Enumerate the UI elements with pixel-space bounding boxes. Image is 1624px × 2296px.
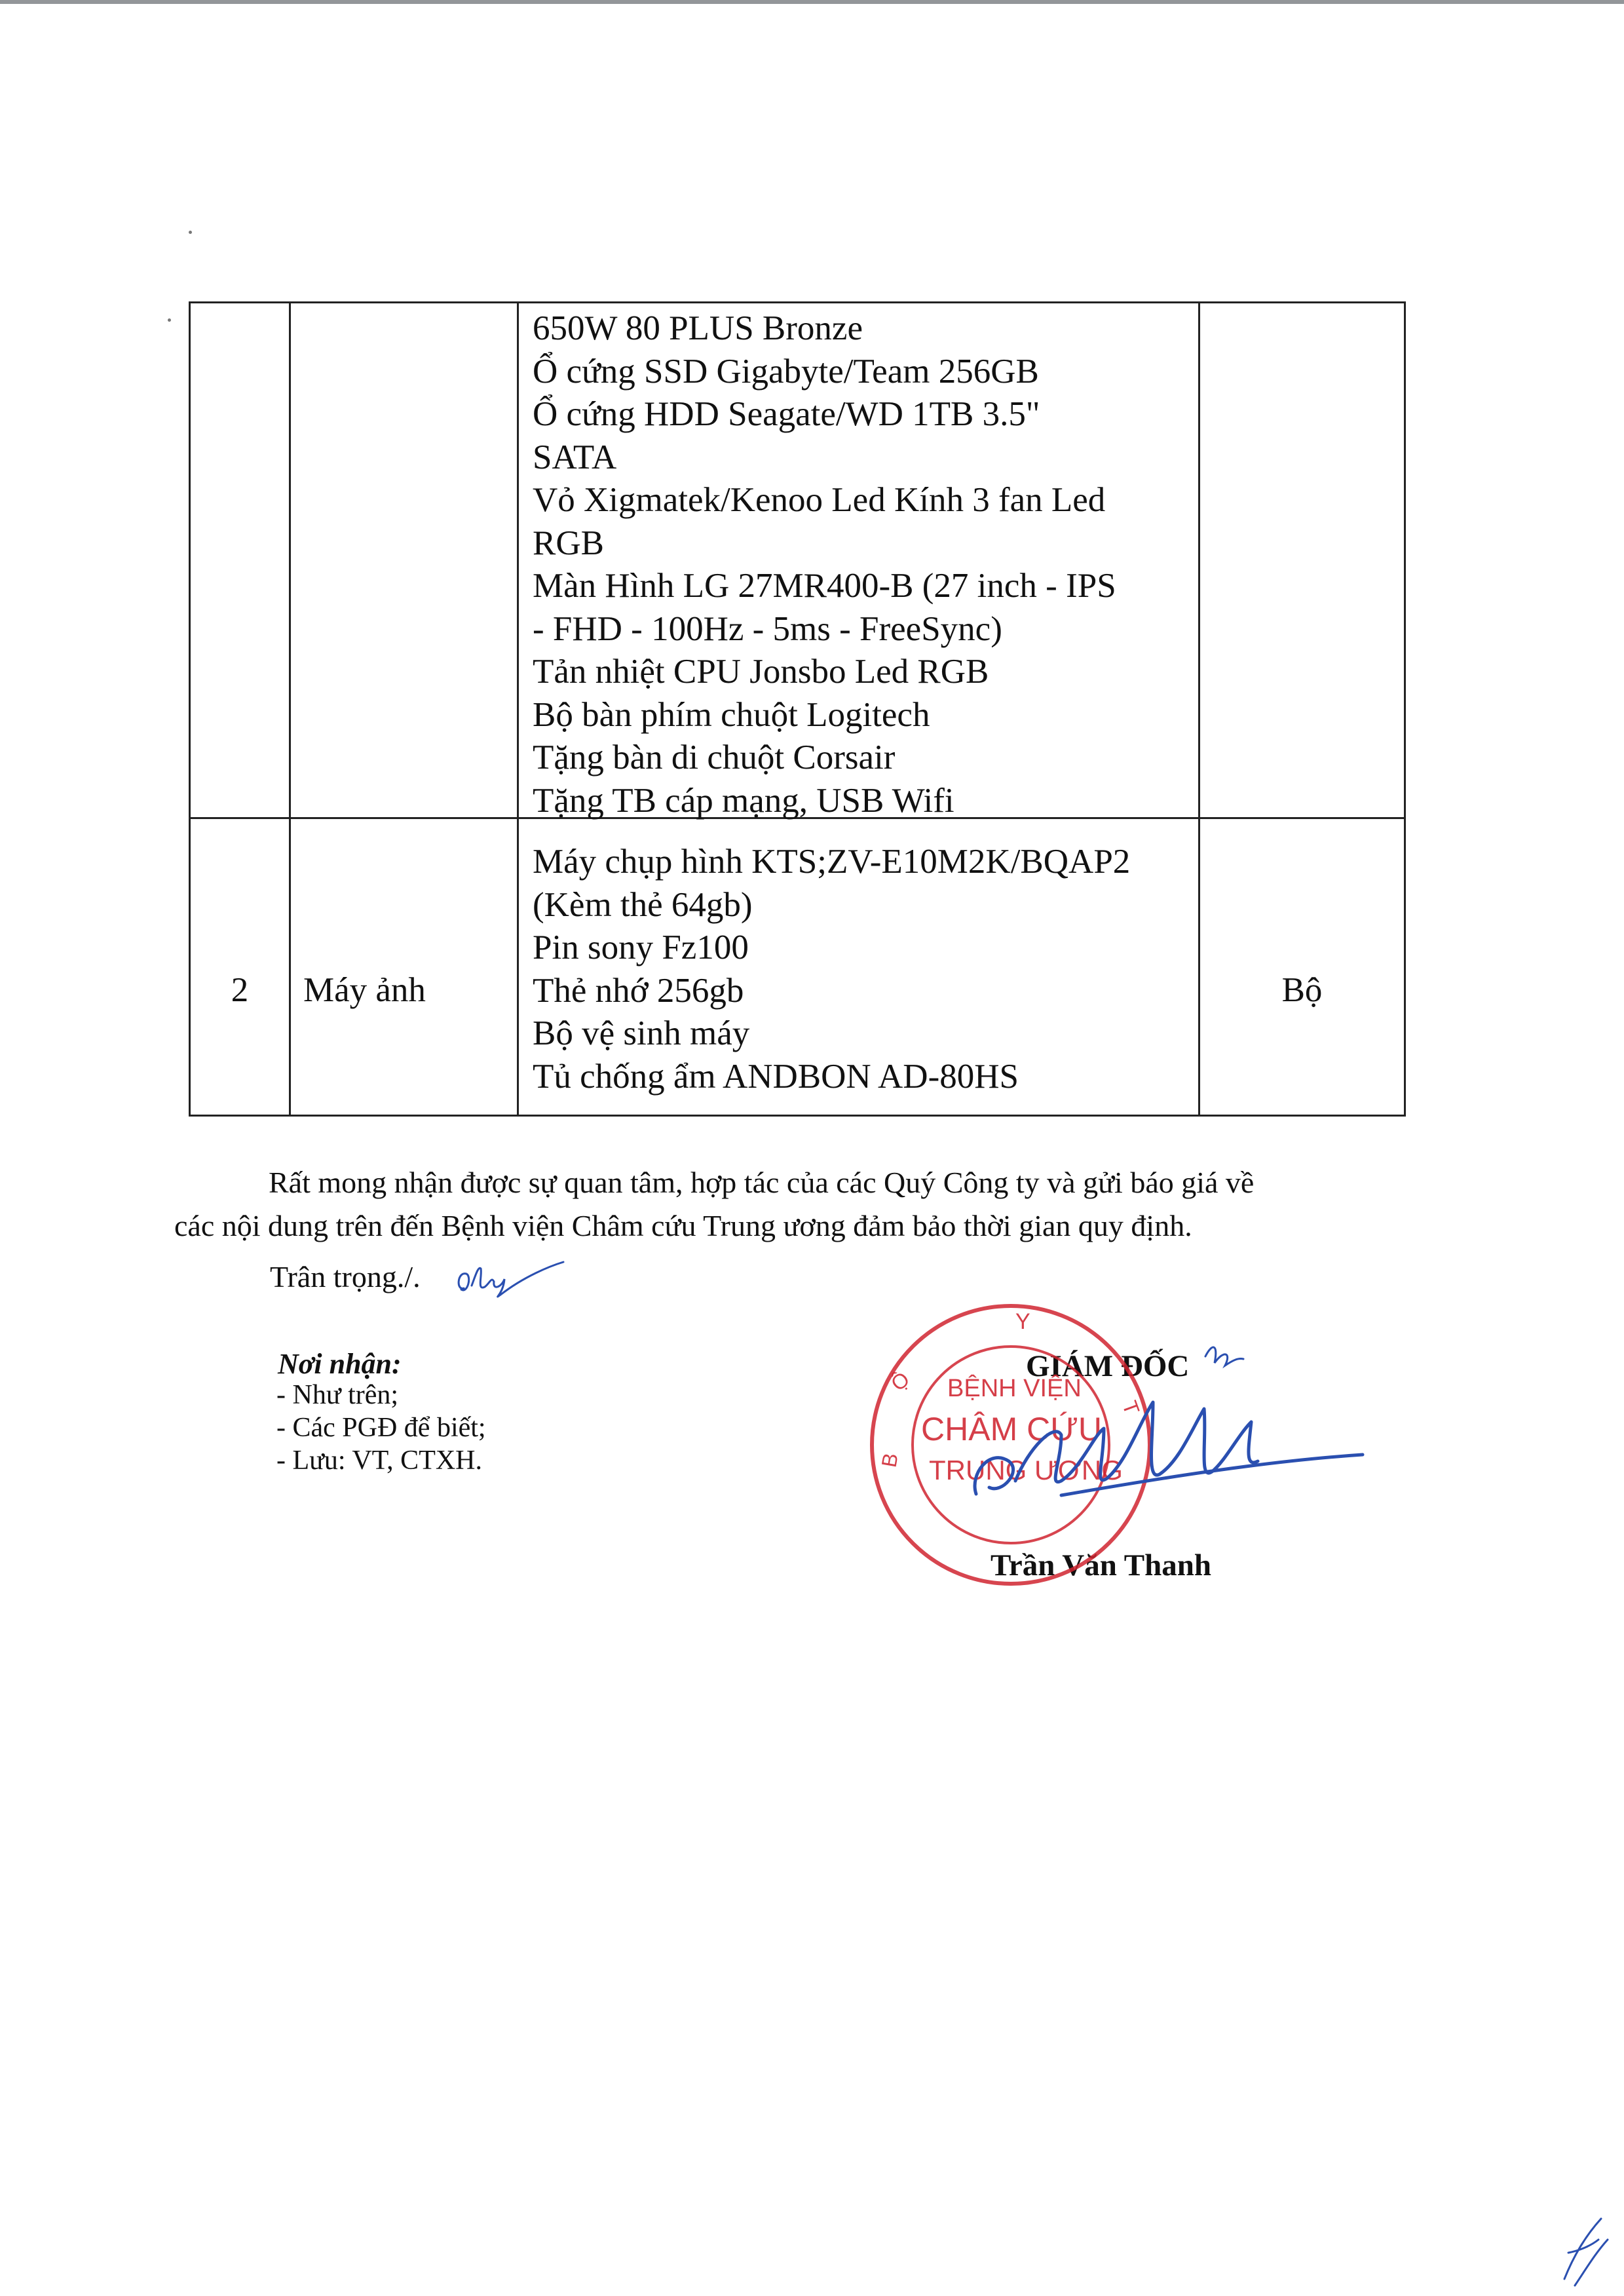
director-signature xyxy=(963,1330,1369,1527)
scan-speck xyxy=(189,231,192,234)
spec-list-row-1 xyxy=(533,307,1188,822)
recipients-title: Nơi nhận: xyxy=(278,1348,402,1380)
signer-title: GIÁM ĐỐC xyxy=(1026,1349,1190,1383)
signer-name: Trần Văn Thanh xyxy=(991,1548,1212,1582)
page-initial-mark xyxy=(1555,2213,1614,2292)
spec-line: Tặng bàn di chuột Corsair xyxy=(533,738,896,776)
stamp-left-letter: Ộ xyxy=(886,1367,915,1396)
scan-speck xyxy=(168,318,171,322)
item-name: Máy ảnh xyxy=(303,971,426,1009)
spec-line: Màn Hình LG 27MR400-B (27 inch - IPS xyxy=(533,567,1116,605)
table-col-divider xyxy=(289,303,291,1115)
stamp-left-letter: B xyxy=(877,1451,903,1470)
equipment-table xyxy=(189,301,1406,1117)
initials-signature xyxy=(452,1257,570,1309)
stamp-right-letter: T xyxy=(1117,1397,1144,1418)
table-col-divider xyxy=(517,303,519,1115)
closing-line-2: các nội dung trên đến Bệnh viện Châm cứu Trung ương đảm bảo thời gian quy định. xyxy=(174,1209,1192,1242)
stamp-line-3: TRUNG ƯƠNG xyxy=(929,1455,1123,1485)
spec-line: Ổ cứng HDD Seagate/WD 1TB 3.5" xyxy=(533,395,1040,433)
closing-regards: Trân trọng./. xyxy=(270,1260,421,1293)
closing-line-1: Rất mong nhận được sự quan tâm, hợp tác của các Quý Công ty và gửi báo giá về xyxy=(269,1166,1255,1199)
spec-line: Vỏ Xigmatek/Kenoo Led Kính 3 fan Led xyxy=(533,481,1106,519)
spec-line: (Kèm thẻ 64gb) xyxy=(533,885,753,924)
spec-list-row-2 xyxy=(533,841,1188,1098)
spec-line: RGB xyxy=(533,524,604,562)
recipient-item: - Như trên; xyxy=(276,1380,399,1410)
spec-line: Bộ bàn phím chuột Logitech xyxy=(533,695,930,734)
recipients-list xyxy=(276,1379,486,1477)
spec-line: Máy chụp hình KTS;ZV-E10M2K/BQAP2 xyxy=(533,843,1131,881)
stamp-top-letter: Y xyxy=(1015,1309,1030,1334)
spec-line: Tặng TB cáp mạng, USB Wifi xyxy=(533,781,954,820)
scan-top-edge xyxy=(0,0,1624,4)
spec-line: Thẻ nhớ 256gb xyxy=(533,971,744,1010)
spec-line: Bộ vệ sinh máy xyxy=(533,1014,750,1052)
spec-line: 650W 80 PLUS Bronze xyxy=(533,309,863,347)
recipient-item: - Lưu: VT, CTXH. xyxy=(276,1445,483,1476)
row-number: 2 xyxy=(231,971,249,1009)
stamp-line-2: CHÂM CỨU xyxy=(921,1411,1103,1447)
spec-line: SATA xyxy=(533,438,617,476)
recipient-item: - Các PGĐ để biết; xyxy=(276,1413,486,1443)
spec-line: Tủ chống ẩm ANDBON AD-80HS xyxy=(533,1057,1019,1096)
spec-line: - FHD - 100Hz - 5ms - FreeSync) xyxy=(533,609,1002,648)
spec-line: Tản nhiệt CPU Jonsbo Led RGB xyxy=(533,653,989,691)
unit: Bộ xyxy=(1281,971,1323,1009)
spec-line: Pin sony Fz100 xyxy=(533,928,749,966)
stamp-line-1: BỆNH VIỆN xyxy=(947,1375,1082,1402)
spec-line: Ổ cứng SSD Gigabyte/Team 256GB xyxy=(533,352,1039,391)
